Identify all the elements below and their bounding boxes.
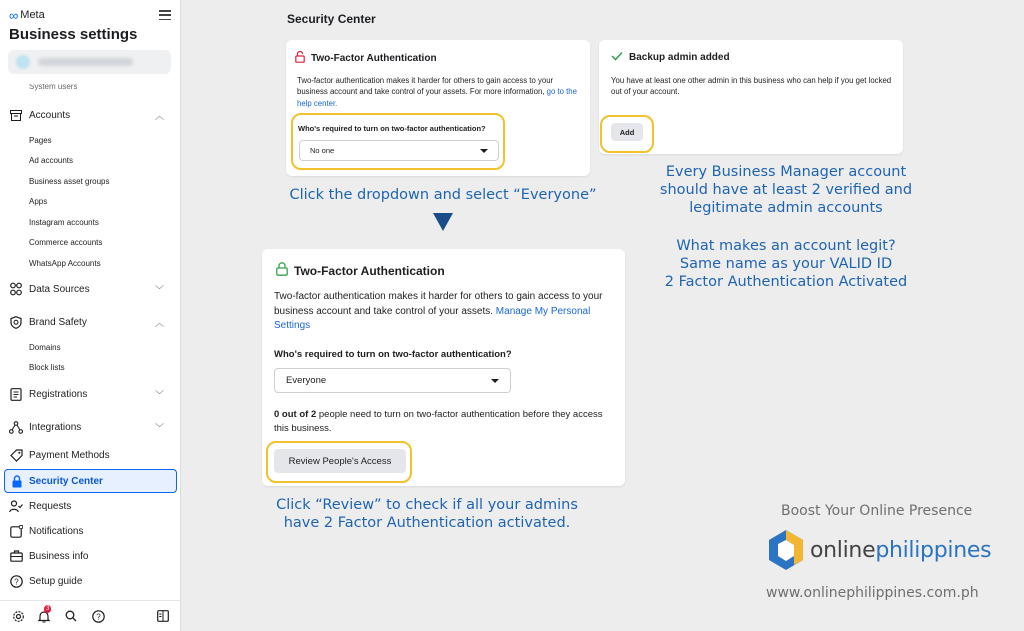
sidebar-section-accounts[interactable] (0, 105, 181, 125)
panel-toggle-icon[interactable] (156, 609, 170, 623)
legit-question: What makes an account legit? (676, 238, 896, 254)
chevron-down-icon: ﹀ (155, 389, 165, 400)
sidebar-item-label: Security Center (29, 475, 103, 487)
card-header (276, 262, 445, 279)
briefcase-icon (9, 549, 23, 563)
brand-url: www.onlinephilippines.com.ph (766, 585, 979, 601)
sidebar-item-notifications[interactable] (0, 521, 181, 541)
sidebar-item-label: Setup guide (29, 575, 83, 587)
question-circle-icon (9, 574, 23, 588)
hamburger-menu-icon[interactable] (159, 10, 171, 20)
card-body-text: Two-factor authentication makes it harder for others to gain access to your business account and take control of your assets. For more information, (297, 76, 554, 97)
card-body-text: Two-factor authentication makes it harder for others to gain access to your business account and take control of your assets. (274, 291, 603, 317)
sidebar (0, 0, 181, 631)
sidebar-item-block-lists[interactable]: Block lists (29, 363, 65, 372)
card-header (611, 51, 730, 64)
sidebar-item-label: Requests (29, 500, 72, 512)
sidebar-item-label: Payment Methods (29, 449, 110, 461)
help-center-link[interactable]: go to the help center. (297, 87, 577, 108)
review-instruction-line1: Click “Review” to check if all your admins (276, 497, 578, 513)
data-sources-icon (9, 282, 23, 296)
down-arrow-icon (433, 213, 453, 231)
meta-brand-label: Meta (20, 9, 45, 21)
requirement-dropdown[interactable] (274, 368, 511, 393)
gear-icon[interactable] (11, 609, 25, 623)
sidebar-item-pages[interactable]: Pages (29, 136, 52, 145)
meta-logo[interactable] (9, 9, 45, 22)
sidebar-item-payment-methods[interactable] (0, 445, 181, 465)
card-description: You have at least one other admin in this business who can help if you get locked out of your account. (611, 76, 892, 97)
sidebar-section-label: Accounts (29, 109, 71, 121)
sidebar-section-integrations[interactable] (0, 417, 181, 437)
hexagon-logo-icon (766, 528, 806, 572)
card-title: Two-Factor Authentication (294, 263, 445, 278)
registrations-icon (9, 387, 23, 401)
sidebar-section-data-sources[interactable] (0, 279, 181, 299)
chevron-down-icon: ﹀ (155, 284, 165, 295)
sidebar-item-label: Notifications (29, 525, 84, 537)
sidebar-section-label: Brand Safety (29, 316, 87, 328)
add-admin-button[interactable]: Add (611, 123, 643, 141)
status-description: people need to turn on two-factor authentication before they access this business. (274, 409, 603, 434)
manage-settings-link[interactable]: Manage My Personal Settings (274, 305, 591, 331)
card-header (295, 51, 437, 66)
status-text (274, 408, 614, 436)
unlocked-padlock-icon (295, 51, 305, 66)
sidebar-item-label: Business info (29, 550, 89, 562)
legit-criteria-id: Same name as your VALID ID (679, 256, 893, 272)
card-description (274, 290, 614, 334)
legit-criteria-2fa: 2 Factor Authentication Activated (664, 274, 908, 290)
dropdown-instruction: Click the dropdown and select “Everyone” (289, 187, 597, 203)
payment-tag-icon (9, 448, 23, 462)
caret-down-icon (491, 379, 499, 383)
bell-icon[interactable] (37, 606, 51, 623)
notification-window-icon (9, 524, 23, 538)
checkmark-icon (611, 51, 623, 64)
sidebar-section-brand-safety[interactable] (0, 312, 181, 332)
dropdown-value: No one (310, 146, 335, 155)
brand-name-part1: online (810, 537, 876, 563)
chevron-down-icon: ﹀ (155, 422, 165, 433)
card-title: Two-Factor Authentication (311, 53, 437, 64)
requirement-label: Who's required to turn on two-factor authentication? (274, 349, 512, 360)
sidebar-section-label: Data Sources (29, 283, 90, 295)
svg-text:?: ? (13, 577, 19, 586)
main-content (181, 0, 1024, 631)
onlinephilippines-logo (766, 528, 991, 572)
sidebar-item-apps[interactable]: Apps (29, 197, 48, 206)
notification-count-badge: 3 (46, 606, 50, 612)
padlock-icon (276, 262, 288, 279)
card-description (297, 75, 582, 109)
card-title: Backup admin added (629, 52, 730, 63)
account-avatar (16, 55, 30, 69)
sidebar-header (9, 8, 171, 22)
sidebar-section-registrations[interactable] (0, 384, 181, 404)
brand-tagline: Boost Your Online Presence (781, 503, 973, 519)
sidebar-section-label: Registrations (29, 388, 88, 400)
sidebar-item-instagram-accounts[interactable]: Instagram accounts (29, 218, 99, 227)
sidebar-section-label: Integrations (29, 421, 82, 433)
add-button-highlight-box (600, 115, 654, 153)
brand-name (810, 538, 991, 563)
chevron-up-icon: ︿ (155, 110, 165, 121)
lock-icon (10, 474, 24, 488)
person-check-icon (9, 499, 23, 513)
business-manager-note: Every Business Manager account should have at least 2 verified and legitimate admin accounts (659, 164, 913, 217)
sidebar-item-setup-guide[interactable] (0, 571, 181, 591)
sidebar-item-domains[interactable]: Domains (29, 343, 61, 352)
archive-box-icon (9, 108, 23, 122)
dropdown-highlight-box (291, 113, 505, 170)
svg-text:?: ? (95, 612, 101, 621)
status-count: 0 out of 2 (274, 409, 317, 420)
dropdown-value: Everyone (286, 375, 327, 386)
sidebar-bottom-toolbar (0, 600, 181, 631)
account-name-redacted (38, 58, 133, 66)
review-button-highlight-box (266, 441, 412, 483)
sidebar-item-ad-accounts[interactable]: Ad accounts (29, 156, 74, 165)
sidebar-item-security-center[interactable] (4, 469, 177, 493)
sidebar-item-business-asset-groups[interactable]: Business asset groups (29, 177, 110, 186)
shield-icon (9, 315, 23, 329)
integrations-icon (9, 420, 23, 434)
meta-infinity-icon: ∞ (9, 7, 19, 23)
section-title: Security Center (287, 12, 376, 26)
sidebar-item-business-info[interactable] (0, 546, 181, 566)
sidebar-item-whatsapp-accounts[interactable]: WhatsApp Accounts (29, 259, 101, 268)
page-title: Business settings (9, 26, 138, 43)
review-instruction-line2: have 2 Factor Authentication activated. (283, 515, 571, 531)
review-access-button[interactable]: Review People's Access (274, 449, 406, 473)
search-icon[interactable] (64, 609, 78, 623)
sidebar-item-commerce-accounts[interactable]: Commerce accounts (29, 238, 103, 247)
business-account-selector[interactable] (8, 50, 171, 74)
chevron-up-icon: ︿ (155, 317, 165, 328)
brand-name-part2: philippines (875, 537, 992, 563)
help-icon[interactable] (91, 609, 105, 623)
requirement-label: Who's required to turn on two-factor authentication? (298, 124, 486, 133)
sidebar-item-system-users[interactable]: System users (29, 84, 78, 91)
sidebar-item-requests[interactable] (0, 496, 181, 516)
